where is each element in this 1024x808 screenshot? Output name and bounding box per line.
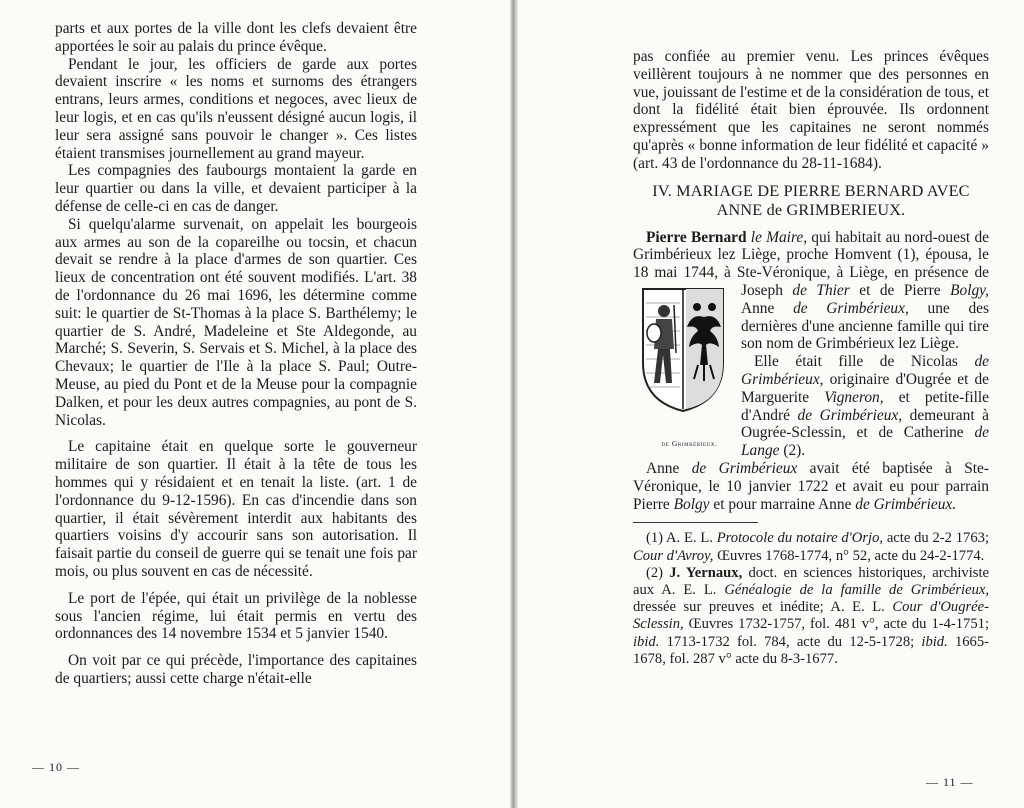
text-run: et pour marraine Anne [709,495,856,513]
section-heading-line: ANNE de GRIMBERIEUX. [716,200,906,219]
emphasis: de Grimbérieux [691,459,798,477]
text-run: et de Pierre [849,281,951,299]
emphasis: de Thier [792,281,850,299]
text-run: originaire d'Ougrée et de Marguerite [741,370,989,406]
paragraph: Si quelqu'alarme survenait, on appelait les bourgeois aux armes au son de la copareilhe ou tocsin, et chacun devait se rendre à la place d'armes de son quartier. Ces lieux de concentration ont été souvent modifiés. L'art. 38 de l'ordonnance du 26 mai 1696, les détermine comme suit: le quartier de St-Thomas à la place S. Barthélemy; le quartier de S. André, Madeleine et Ste Aldegonde, au Marché; S. Severin, S. Servais et S. Michel, à la place des Chevaux; le quartier de l'Ile à la place S. Paul; Outre-Meuse, au pied du Pont et de la Meuse pour la compagnie Dalken, et pour les deux autres compagnies, au pont de S. Nicolas. [55,215,417,429]
coat-of-arms-figure [633,283,733,453]
paragraph: Le capitaine était en quelque sorte le gouverneur militaire de son quartier. Il était à la tête de tous les hommes qui y résidaient et en tenait la liste. (art. 1 de l'ordonnance du 9-12-1596). En cas d'incendie dans son quartier, il était sévèrement interdit aux habitants des quartiers voisins d'y accourir sans son autorisation. Il faisait partie du conseil de guerre qui se tenait une fois par mois, ou plus souvent en cas de nécessité. [55,438,417,580]
text-run: demeurant à Ougrée-Sclessin, et de Catherine [741,406,990,442]
paragraph [633,460,989,513]
page-number: — 11 — [926,775,974,789]
coat-of-arms-caption: de Grimbérieux. [661,438,718,448]
text-run: qui habitait au nord-ouest de Grimbérieux lez Liège, proche Homvent (1), épousa, le 18 mai 1744, à Ste-Véronique, à Liège, en présence de Joseph [633,228,989,299]
text-run: acte du 2-2 1763; [883,530,990,547]
text-run: et petite-fille d'André [741,388,989,424]
paragraph: On voit par ce qui précède, l'importance des capitaines de quartiers; aussi cette charge n'était-elle [55,652,417,687]
coat-of-arms-icon [640,283,726,413]
text-run: 1713-1732 fol. 784, acte du 12-5-1728; [659,633,922,650]
author-name: J. Yernaux, [669,564,743,581]
left-page-body [55,20,417,688]
text-run: avait été baptisée à Ste-Véronique, le 10 janvier 1722 et avait eu pour parrain Pierre [633,459,990,513]
emphasis: Bolgy [673,495,710,513]
text-run: Elle était fille de Nicolas [754,353,975,371]
text-run: (1) A. E. L. [646,530,717,547]
section-heading-line: IV. MARIAGE DE PIERRE BERNARD AVEC [652,181,970,200]
text-run: une des dernières d'une ancienne famille qui tire son nom de Grimbérieux lez Liège. [741,299,989,353]
paragraph: Le port de l'épée, qui était un privilège de la noblesse sous l'ancien régime, lui était permis en vertu des ordonnances des 14 novembre 1534 et 5 janvier 1540. [55,589,417,643]
emphasis: de Grimbérieux, [797,406,903,424]
footnote-rule [633,522,758,523]
emphasis: Cour d'Avroy, [633,547,714,564]
emphasis: de Grimbérieux, [741,353,989,388]
right-page-body [633,48,989,668]
emphasis: ibid. [921,633,948,650]
paragraph: Les compagnies des faubourgs montaient la garde en leur quartier ou dans la ville, et devaient participer à la défense de celle-ci en cas de danger. [55,162,417,215]
paragraph: pas confiée au premier venu. Les princes évêques veillèrent toujours à ne nommer que des personnes en vue, jouissant de l'estime et de la considération de tous, et dont la fidélité était bien éprouvée. Ils ordonnent expressément que les capitaines ne seront nommés qu'après « bonne information de leur fidélité et capacité » (art. 43 de l'ordonnance du 28-11-1684). [633,48,989,172]
text-run: (2). [779,442,806,460]
emphasis: Vigneron, [824,388,884,406]
emphasis: de Lange [741,424,989,460]
page-number: — 10 — [32,760,80,774]
text-run: Anne [741,299,794,317]
emphasis: Protocole du notaire d'Orjo, [716,530,884,547]
emphasis: de Grimbérieux. [855,495,957,513]
text-run: Œuvres 1768-1774, n° 52, acte du 24-2-1774. [713,547,985,564]
footnote [633,530,989,564]
emphasis: ibid. [633,633,660,650]
paragraph: Pendant le jour, les officiers de garde aux portes devaient inscrire « les noms et surnoms des étrangers entrans, leurs armes, conditions et negoces, avec lieux de leur logis, et en cas qu'ils n'eussent désigné aucun logis, il leur sera assigné sans pouvoir le changer ». Ces listes étaient transmises journellement au grand mayeur. [55,55,417,162]
text-run: Œuvres 1732-1757, fol. 481 v°, acte du 1-4-1751; [683,616,989,633]
emphasis: de Grimbérieux, [793,299,909,317]
section-heading [633,182,989,220]
emphasis: Généalogie de la famille de Grimbérieux, [724,581,989,598]
footnote [633,565,989,668]
book-gutter [510,0,518,808]
text-run: (2) [646,564,670,581]
paragraph: parts et aux portes de la ville dont les clefs devaient être apportées le soir au palais du prince évêque. [55,20,417,55]
text-run: dressée sur preuves et inédite; A. E. L. [633,599,893,616]
emphasis: Bolgy, [950,281,989,299]
emphasis: le Maire, [750,228,808,246]
text-run: Anne [646,459,692,477]
emphasis: Cour d'Ougrée-Sclessin, [633,599,989,633]
text-run: 1665-1678, fol. 287 v° acte du 8-3-1677. [633,633,990,667]
text-run: doct. en sciences historiques, archiviste aux A. E. L. [633,564,989,598]
person-name: Pierre Bernard [646,228,747,246]
